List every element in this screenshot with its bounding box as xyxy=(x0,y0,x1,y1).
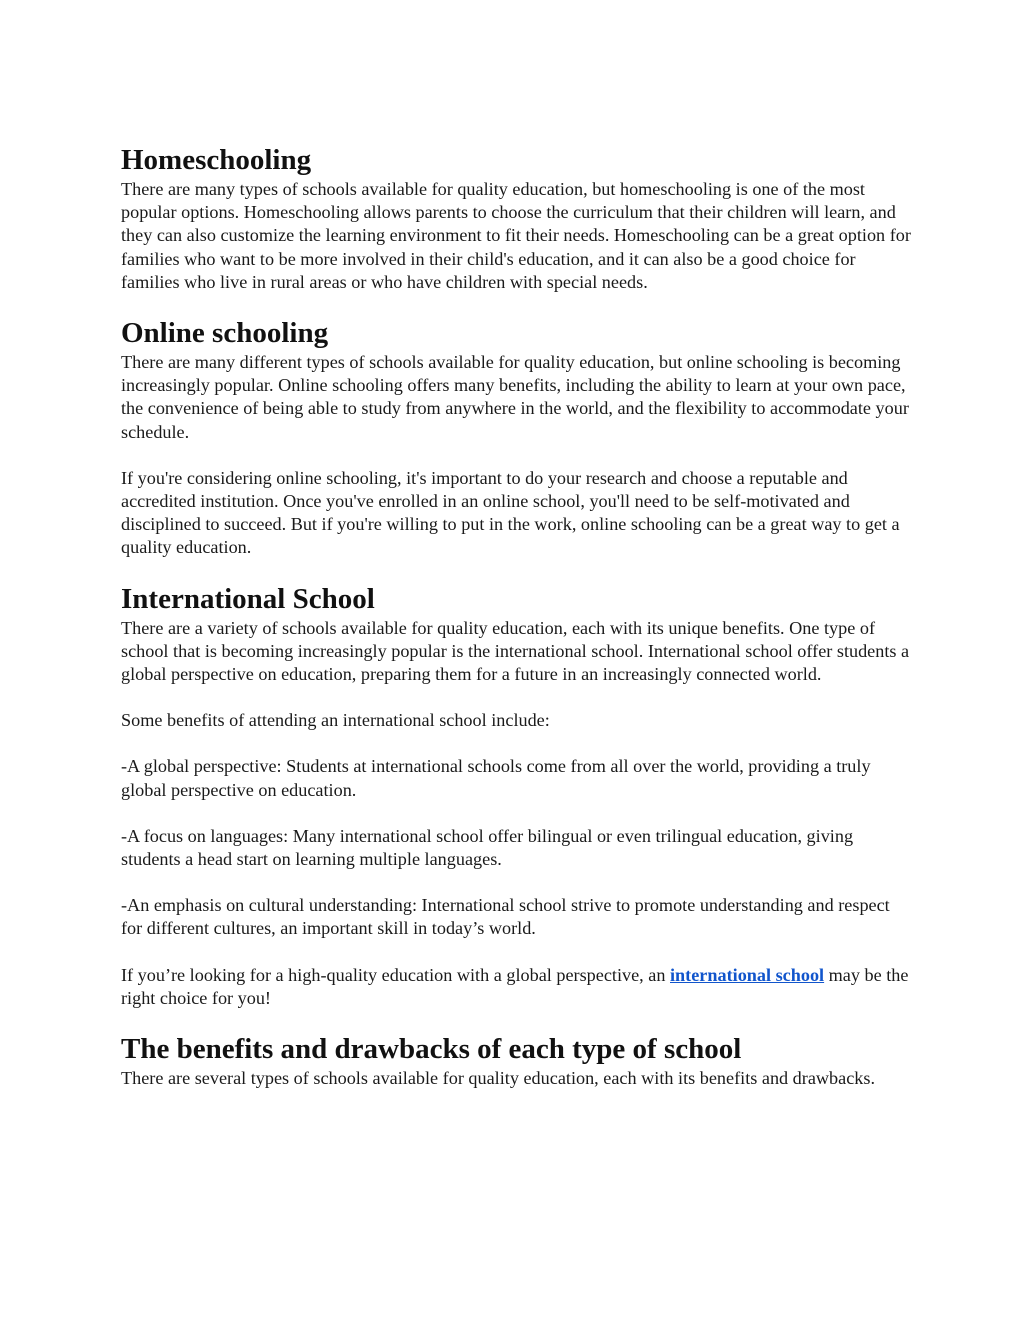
section-heading: International School xyxy=(121,582,375,615)
closing-paragraph xyxy=(121,964,911,1010)
list-item: -An emphasis on cultural understanding: International school strive to promote understanding and respect for different cultures, an important skill in today’s world. xyxy=(121,895,890,939)
section-benefits-drawbacks xyxy=(121,1031,911,1090)
list-item: -A focus on languages: Many international school offer bilingual or even trilingual education, giving students a head start on learning multiple languages. xyxy=(121,825,854,870)
paragraph: If you're considering online schooling, it's important to do your research and choose a reputable and accredited institution. Once you've enrolled in an online school, you'll need to be self-motivated and disciplined to succeed. But if you're willing to put in the work, online schooling can be a great way to get a quality education. xyxy=(121,467,900,558)
paragraph: There are several types of schools available for quality education, each with its benefits and drawbacks. xyxy=(121,1068,875,1089)
paragraph: There are a variety of schools available for quality education, each with its unique benefits. One type of school that is becoming increasingly popular is the international school. International school offer students a global perspective on education, preparing them for a future in an increasingly connected world. xyxy=(121,617,910,685)
paragraph: There are many types of schools available for quality education, but homeschooling is one of the most popular options. Homeschooling allows parents to choose the curriculum that their children will learn, and they can also customize the learning environment to fit their needs. Homeschooling can be a great option for families who want to be more involved in their child's education, and it can also be a good choice for families who live in rural areas or who have children with special needs. xyxy=(121,179,911,292)
paragraph: There are many different types of schools available for quality education, but online schooling is becoming increasingly popular. Online schooling offers many benefits, including the ability to learn at your own pace, the convenience of being able to study from anywhere in the world, and the flexibility to accommodate your schedule. xyxy=(121,352,909,442)
section-heading: The benefits and drawbacks of each type of school xyxy=(121,1033,742,1066)
international-school-link[interactable]: international school xyxy=(670,964,825,985)
paragraph: Some benefits of attending an international school include: xyxy=(121,710,550,731)
section-heading: Online schooling xyxy=(121,317,329,350)
closing-text-after: may be the right choice for you! xyxy=(121,964,909,1008)
closing-text-before: If you’re looking for a high-quality education with a global perspective, an xyxy=(121,964,670,985)
article-body xyxy=(121,142,911,1090)
section-heading: Homeschooling xyxy=(121,144,312,176)
section-online-schooling xyxy=(121,315,911,560)
section-international-school xyxy=(121,581,911,1010)
list-item: -A global perspective: Students at international schools come from all over the world, providing a truly global perspective on education. xyxy=(121,756,871,800)
section-homeschooling xyxy=(121,142,911,294)
